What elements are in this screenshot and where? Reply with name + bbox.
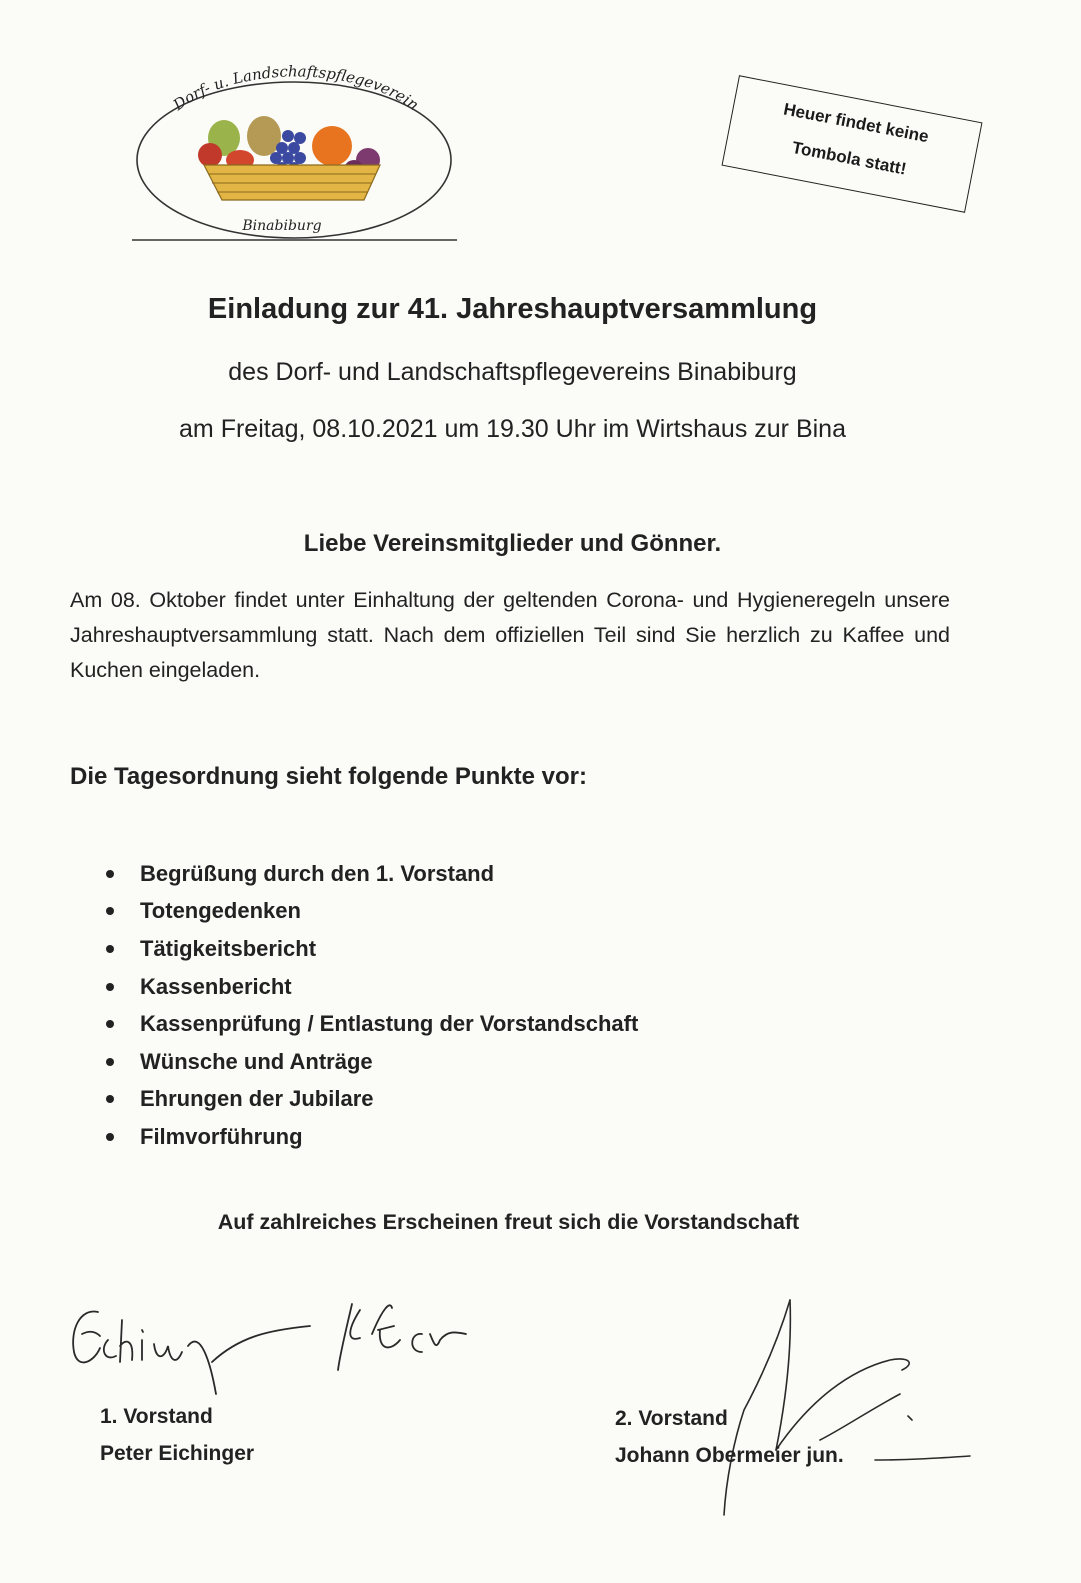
bullet-icon xyxy=(106,907,114,915)
bullet-icon xyxy=(106,1058,114,1066)
logo-top-text: Dorf- u. Landschaftspflegeverein xyxy=(169,62,423,115)
agenda-title: Die Tagesordnung sieht folgende Punkte vor: xyxy=(70,763,587,790)
logo-bottom-text: Binabiburg xyxy=(242,218,322,234)
tombola-notice-line2: Tombola statt! xyxy=(790,137,908,179)
agenda-item: Tätigkeitsbericht xyxy=(100,930,638,968)
subtitle-association: des Dorf- und Landschaftspflegevereins Binabiburg xyxy=(228,358,797,386)
signer-role: 1. Vorstand xyxy=(100,1405,213,1428)
closing-line: Auf zahlreiches Erscheinen freut sich die Vorstandschaft xyxy=(217,1210,800,1234)
signature-peter-eichinger xyxy=(60,1290,500,1400)
bullet-icon xyxy=(106,1133,114,1141)
agenda-item: Totengedenken xyxy=(100,893,638,931)
bullet-icon xyxy=(106,870,114,878)
fruit-basket-icon xyxy=(198,116,380,200)
club-logo xyxy=(132,60,462,250)
greeting: Liebe Vereinsmitglieder und Gönner. xyxy=(303,530,722,557)
document-title: Einladung zur 41. Jahreshauptversammlung xyxy=(207,293,818,325)
signer-role: 2. Vorstand xyxy=(615,1407,728,1430)
signer-name: Peter Eichinger xyxy=(100,1442,255,1465)
signer-name: Johann Obermeier jun. xyxy=(615,1444,844,1467)
agenda-item: Filmvorführung xyxy=(100,1118,638,1156)
bullet-icon xyxy=(106,945,114,953)
tombola-notice-box xyxy=(722,75,983,213)
tombola-notice-line1: Heuer findet keine xyxy=(781,99,931,147)
subtitle-date-location: am Freitag, 08.10.2021 um 19.30 Uhr im Wirtshaus zur Bina xyxy=(179,415,846,443)
agenda-item: Kassenprüfung / Entlastung der Vorstandschaft xyxy=(100,1005,638,1043)
agenda-item: Wünsche und Anträge xyxy=(100,1043,638,1081)
bullet-icon xyxy=(106,1020,114,1028)
agenda-item: Ehrungen der Jubilare xyxy=(100,1081,638,1119)
agenda-list xyxy=(100,855,638,1156)
signer-second-chair xyxy=(615,1400,844,1474)
bullet-icon xyxy=(106,1095,114,1103)
agenda-item: Begrüßung durch den 1. Vorstand xyxy=(100,855,638,893)
bullet-icon xyxy=(106,983,114,991)
club-logo-graphic xyxy=(132,60,462,250)
agenda-item: Kassenbericht xyxy=(100,968,638,1006)
signer-first-chair xyxy=(100,1398,254,1472)
body-paragraph: Am 08. Oktober findet unter Einhaltung der geltenden Corona- und Hygieneregeln unsere Jahreshauptversammlung statt. Nach dem offiziellen Teil sind Sie herzlich zu Kaffee und Kuchen eingeladen. xyxy=(70,588,950,682)
